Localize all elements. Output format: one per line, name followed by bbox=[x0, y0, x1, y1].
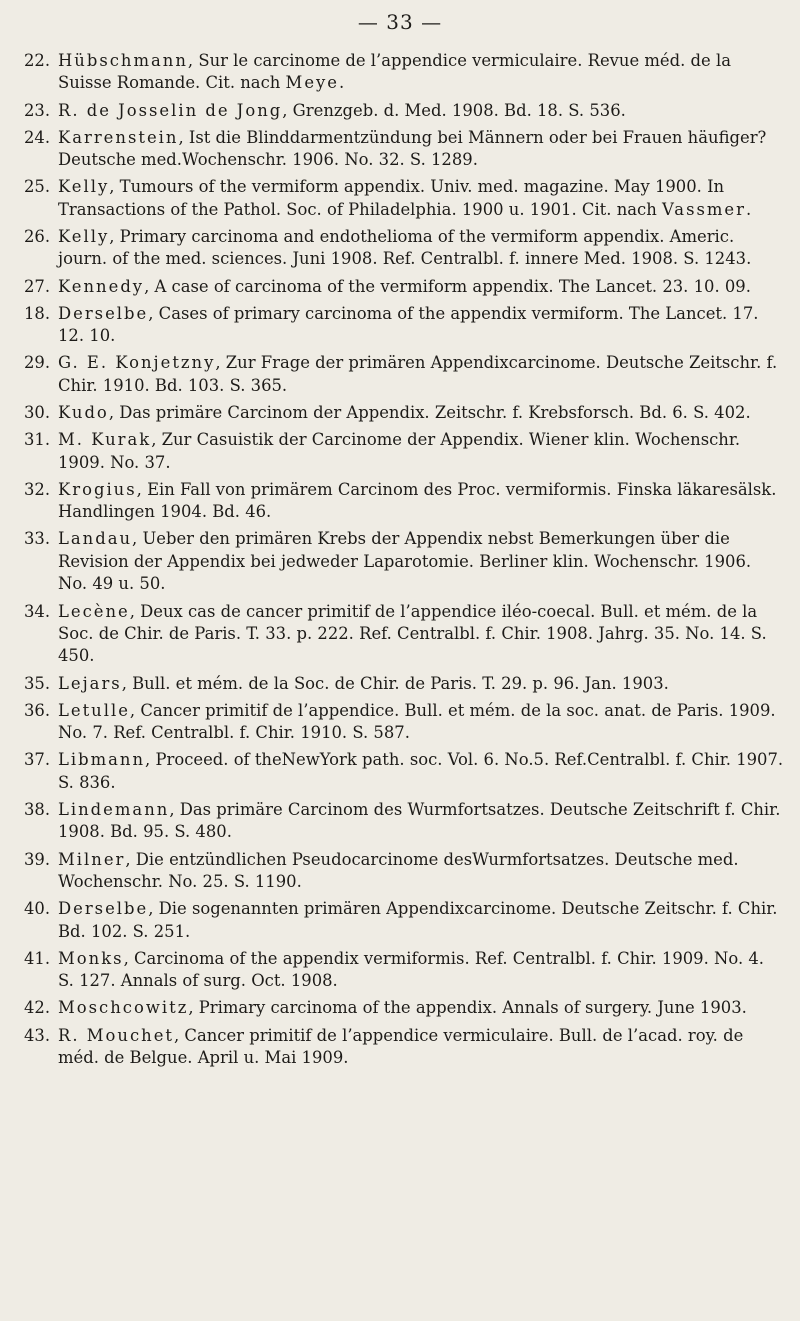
reference-entry bbox=[24, 849, 784, 894]
reference-author: Derselbe bbox=[58, 899, 149, 919]
reference-text: , Grenzgeb. d. Med. 1908. Bd. 18. S. 536. bbox=[282, 100, 626, 120]
reference-body bbox=[58, 601, 784, 668]
reference-author: Karrenstein bbox=[58, 127, 179, 147]
reference-author: R. de Josselin de Jong bbox=[58, 100, 283, 120]
reference-text: , Bull. et mém. de la Soc. de Chir. de Paris. T. 29. p. 96. Jan. 1903. bbox=[121, 673, 669, 693]
reference-entry bbox=[24, 176, 784, 221]
reference-author: Lecène bbox=[58, 601, 130, 621]
reference-entry bbox=[24, 673, 784, 695]
reference-entry bbox=[24, 601, 784, 668]
reference-body bbox=[58, 799, 784, 844]
reference-text: , Carcinoma of the appendix vermiformis. Ref. Centralbl. f. Chir. 1909. No. 4. S. 127. Annals of surg. Oct. 1908. bbox=[58, 948, 765, 991]
reference-number: 32. bbox=[24, 479, 51, 499]
cited-author: Meye bbox=[285, 73, 339, 93]
reference-number: 30. bbox=[24, 403, 51, 423]
reference-entry bbox=[24, 429, 784, 474]
page-number: — 33 — bbox=[357, 10, 443, 34]
reference-number: 26. bbox=[24, 227, 51, 247]
reference-author: Kelly bbox=[58, 177, 110, 197]
reference-number: 37. bbox=[24, 750, 51, 770]
reference-number: 31. bbox=[24, 430, 51, 450]
reference-entry bbox=[24, 948, 784, 993]
reference-entry bbox=[24, 127, 784, 172]
reference-author: Monks bbox=[58, 948, 124, 968]
reference-text: , Primary carcinoma of the appendix. Annals of surgery. June 1903. bbox=[188, 998, 747, 1018]
reference-author: Kudo bbox=[58, 403, 109, 423]
reference-entry bbox=[24, 226, 784, 271]
reference-number: 35. bbox=[24, 673, 51, 693]
reference-author: Lejars bbox=[58, 673, 122, 693]
reference-number: 18. bbox=[24, 303, 51, 323]
reference-text: , Cancer primitif de l’appendice vermiculaire. Bull. de l’acad. roy. de méd. de Belgue. April u. Mai 1909. bbox=[58, 1025, 744, 1067]
reference-entry bbox=[24, 303, 784, 348]
reference-author: R. Mouchet bbox=[58, 1025, 174, 1045]
reference-body bbox=[58, 176, 784, 221]
reference-number: 23. bbox=[24, 100, 51, 120]
reference-number: 27. bbox=[24, 276, 51, 296]
reference-number: 22. bbox=[24, 51, 51, 70]
reference-body bbox=[58, 749, 784, 794]
reference-author: Letulle bbox=[58, 700, 130, 720]
reference-tail: . bbox=[745, 199, 752, 219]
reference-author: Kelly bbox=[58, 227, 110, 247]
reference-entry bbox=[24, 997, 784, 1019]
reference-number: 36. bbox=[24, 700, 51, 720]
reference-text: , Ein Fall von primärem Carcinom des Proc. vermiformis. Finska läkaresälsk. Handlingen 1904. Bd. 46. bbox=[58, 479, 777, 522]
reference-number: 42. bbox=[24, 998, 51, 1018]
reference-author: Hübschmann bbox=[58, 51, 188, 70]
reference-author: Libmann bbox=[58, 750, 146, 770]
reference-author: Kennedy bbox=[58, 276, 145, 296]
reference-entry bbox=[24, 50, 784, 95]
reference-number: 34. bbox=[24, 601, 51, 621]
reference-tail: . bbox=[338, 73, 345, 93]
reference-body bbox=[58, 673, 784, 695]
reference-body bbox=[58, 226, 784, 271]
cited-author: Vassmer bbox=[661, 199, 746, 219]
reference-author: Milner bbox=[58, 849, 126, 869]
reference-text: , Cases of primary carcinoma of the appendix vermiform. The Lancet. 17. 12. 10. bbox=[58, 303, 759, 346]
reference-number: 43. bbox=[24, 1025, 51, 1045]
reference-text: , Das primäre Carcinom des Wurmfortsatzes. Deutsche Zeitschrift f. Chir. 1908. Bd. 95. S. 480. bbox=[58, 799, 781, 842]
reference-text: , Ist die Blinddarmentzündung bei Männern oder bei Frauen häufiger? Deutsche med.Wochenschr. 1906. No. 32. S. 1289. bbox=[58, 127, 767, 170]
reference-text: , Tumours of the vermiform appendix. Univ. med. magazine. May 1900. In Transactions of the Pathol. Soc. of Philadelphia. 1900 u. 1901. Cit. nach bbox=[58, 177, 725, 219]
reference-body bbox=[58, 50, 784, 95]
reference-number: 25. bbox=[24, 177, 51, 197]
reference-text: , Sur le carcinome de l’appendice vermiculaire. Revue méd. de la Suisse Romande. Cit. nach bbox=[58, 51, 731, 93]
reference-number: 33. bbox=[24, 529, 51, 549]
reference-body bbox=[58, 849, 784, 894]
reference-number: 40. bbox=[24, 899, 51, 919]
reference-author: Derselbe bbox=[58, 303, 149, 323]
reference-body bbox=[58, 948, 784, 993]
reference-entry bbox=[24, 352, 784, 397]
reference-body bbox=[58, 276, 784, 298]
reference-number: 41. bbox=[24, 948, 51, 968]
reference-body bbox=[58, 479, 784, 524]
reference-author: Moschcowitz bbox=[58, 998, 189, 1018]
reference-author: Krogius bbox=[58, 479, 137, 499]
reference-number: 38. bbox=[24, 799, 51, 819]
reference-list bbox=[24, 50, 784, 1074]
reference-text: , Primary carcinoma and endothelioma of the vermiform appendix. Americ. journ. of the med. sciences. Juni 1908. Ref. Centralbl. f. innere Med. 1908. S. 1243. bbox=[58, 227, 752, 269]
reference-entry bbox=[24, 799, 784, 844]
reference-number: 29. bbox=[24, 353, 51, 373]
reference-number: 24. bbox=[24, 127, 51, 147]
reference-body bbox=[58, 352, 784, 397]
reference-entry bbox=[24, 528, 784, 595]
reference-entry bbox=[24, 700, 784, 745]
reference-body bbox=[58, 100, 784, 122]
reference-text: , Die sogenannten primären Appendixcarcinome. Deutsche Zeitschr. f. Chir. Bd. 102. S. 251. bbox=[58, 899, 778, 941]
reference-body bbox=[58, 402, 784, 424]
reference-number: 39. bbox=[24, 849, 51, 869]
reference-text: , Proceed. of theNewYork path. soc. Vol. 6. No.5. Ref.Centralbl. f. Chir. 1907. S. 836. bbox=[58, 750, 784, 792]
reference-entry bbox=[24, 276, 784, 298]
reference-text: , Deux cas de cancer primitif de l’appendice iléo-coecal. Bull. et mém. de la Soc. de Chir. de Paris. T. 33. p. 222. Ref. Centralbl. f. Chir. 1908. Jahrg. 35. No. 14. S. 450. bbox=[58, 601, 767, 666]
reference-entry bbox=[24, 100, 784, 122]
reference-body bbox=[58, 429, 784, 474]
reference-author: G. E. Konjetzny bbox=[58, 353, 216, 373]
reference-body bbox=[58, 997, 784, 1019]
reference-text: , Die entzündlichen Pseudocarcinome desWurmfortsatzes. Deutsche med. Wochenschr. No. 25. S. 1190. bbox=[58, 849, 739, 891]
reference-body bbox=[58, 700, 784, 745]
reference-text: , Zur Frage der primären Appendixcarcinome. Deutsche Zeitschr. f. Chir. 1910. Bd. 103. S. 365. bbox=[58, 353, 778, 395]
reference-entry bbox=[24, 749, 784, 794]
reference-text: , Ueber den primären Krebs der Appendix nebst Bemerkungen über die Revision der Appendix bei jedweder Laparotomie. Berliner klin. Wochenschr. 1906. No. 49 u. 50. bbox=[58, 529, 752, 594]
reference-body bbox=[58, 898, 784, 943]
reference-text: , Das primäre Carcinom der Appendix. Zeitschr. f. Krebsforsch. Bd. 6. S. 402. bbox=[108, 403, 751, 423]
reference-entry bbox=[24, 479, 784, 524]
reference-body bbox=[58, 1025, 784, 1070]
reference-author: Lindemann bbox=[58, 799, 170, 819]
reference-author: Landau bbox=[58, 529, 133, 549]
reference-entry bbox=[24, 898, 784, 943]
reference-body bbox=[58, 528, 784, 595]
reference-author: M. Kurak bbox=[58, 430, 152, 450]
reference-text: , Zur Casuistik der Carcinome der Appendix. Wiener klin. Wochenschr. 1909. No. 37. bbox=[58, 430, 741, 472]
reference-entry bbox=[24, 402, 784, 424]
reference-entry bbox=[24, 1025, 784, 1070]
reference-body bbox=[58, 127, 784, 172]
reference-body bbox=[58, 303, 784, 348]
reference-text: , Cancer primitif de l’appendice. Bull. et mém. de la soc. anat. de Paris. 1909. No. 7. Ref. Centralbl. f. Chir. 1910. S. 587. bbox=[58, 700, 776, 743]
reference-text: , A case of carcinoma of the vermiform appendix. The Lancet. 23. 10. 09. bbox=[144, 276, 751, 296]
